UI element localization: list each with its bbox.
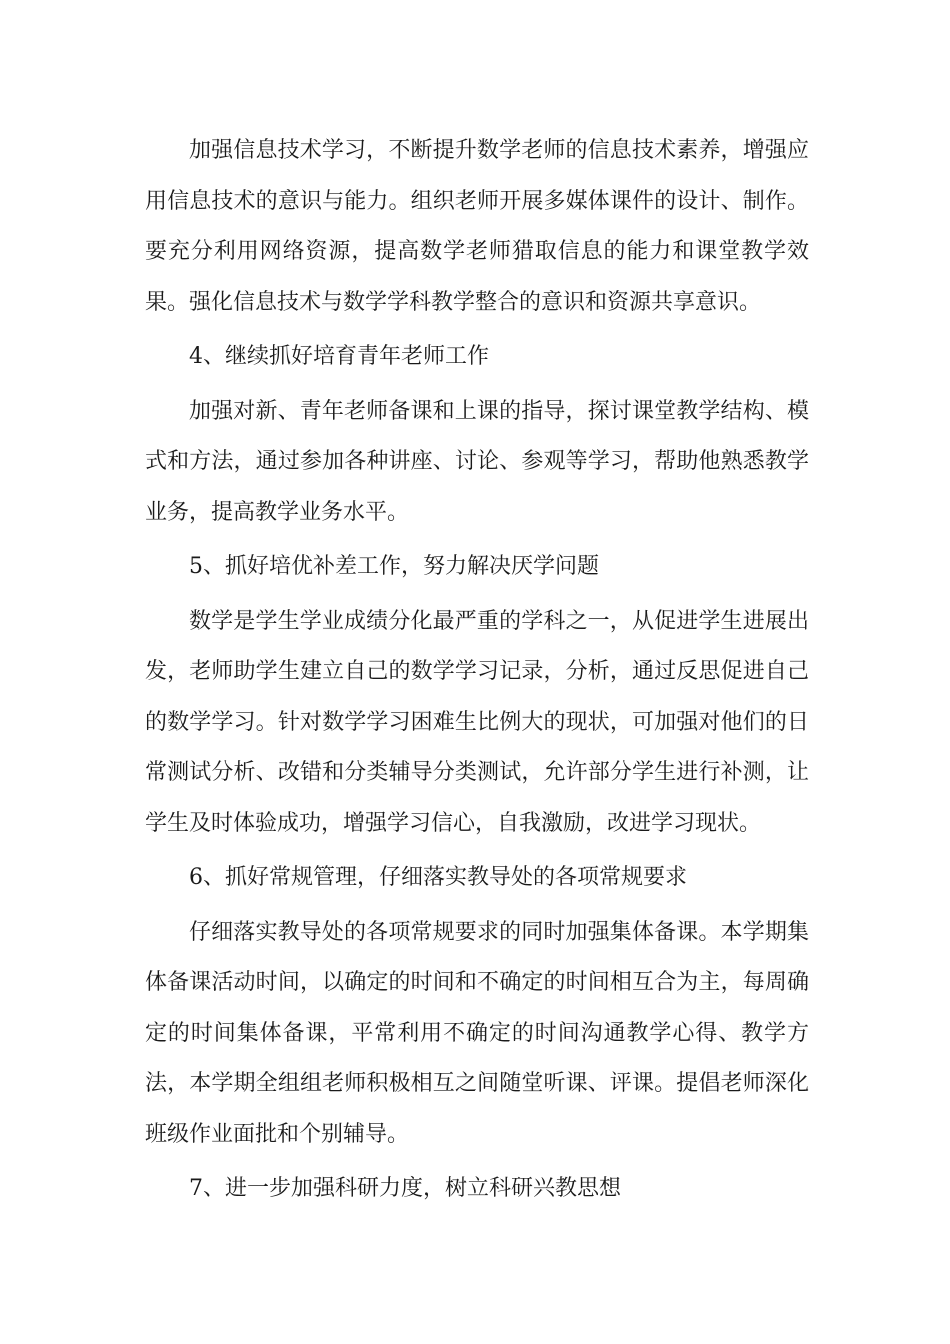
document-body <box>145 126 809 1219</box>
heading-young-teachers: 4、继续抓好培育青年老师工作 <box>189 344 489 369</box>
paragraph-tutoring: 数学是学生学业成绩分化最严重的学科之一，从促进学生进展出发，老师助学生建立自己的数学学习记录，分析，通过反思促进自己的数学学习。针对数学学习困难生比例大的现状，可加强对他们的日常测试分析、改错和分类辅导分类测试，允许部分学生进行补测，让学生及时体验成功，增强学习信心，自我激励，改进学习现状。 <box>145 608 809 836</box>
paragraph-young-teachers: 加强对新、青年老师备课和上课的指导，探讨课堂教学结构、模式和方法，通过参加各种讲座、讨论、参观等学习，帮助他熟悉教学业务，提高教学业务水平。 <box>145 398 809 525</box>
paragraph-routine-management: 仔细落实教导处的各项常规要求的同时加强集体备课。本学期集体备课活动时间，以确定的时间和不确定的时间相互合为主，每周确定的时间集体备课，平常利用不确定的时间沟通教学心得、教学方法，本学期全组组老师积极相互之间随堂听课、评课。提倡老师深化班级作业面批和个别辅导。 <box>145 919 809 1147</box>
heading-research: 7、进一步加强科研力度，树立科研兴教思想 <box>189 1176 621 1201</box>
heading-routine-management: 6、抓好常规管理，仔细落实教导处的各项常规要求 <box>189 865 687 890</box>
heading-tutoring: 5、抓好培优补差工作，努力解决厌学问题 <box>189 554 599 579</box>
paragraph-it-skills: 加强信息技术学习，不断提升数学老师的信息技术素养，增强应用信息技术的意识与能力。组织老师开展多媒体课件的设计、制作。要充分利用网络资源，提高数学老师猎取信息的能力和课堂教学效果。强化信息技术与数学学科教学整合的意识和资源共享意识。 <box>145 138 809 315</box>
